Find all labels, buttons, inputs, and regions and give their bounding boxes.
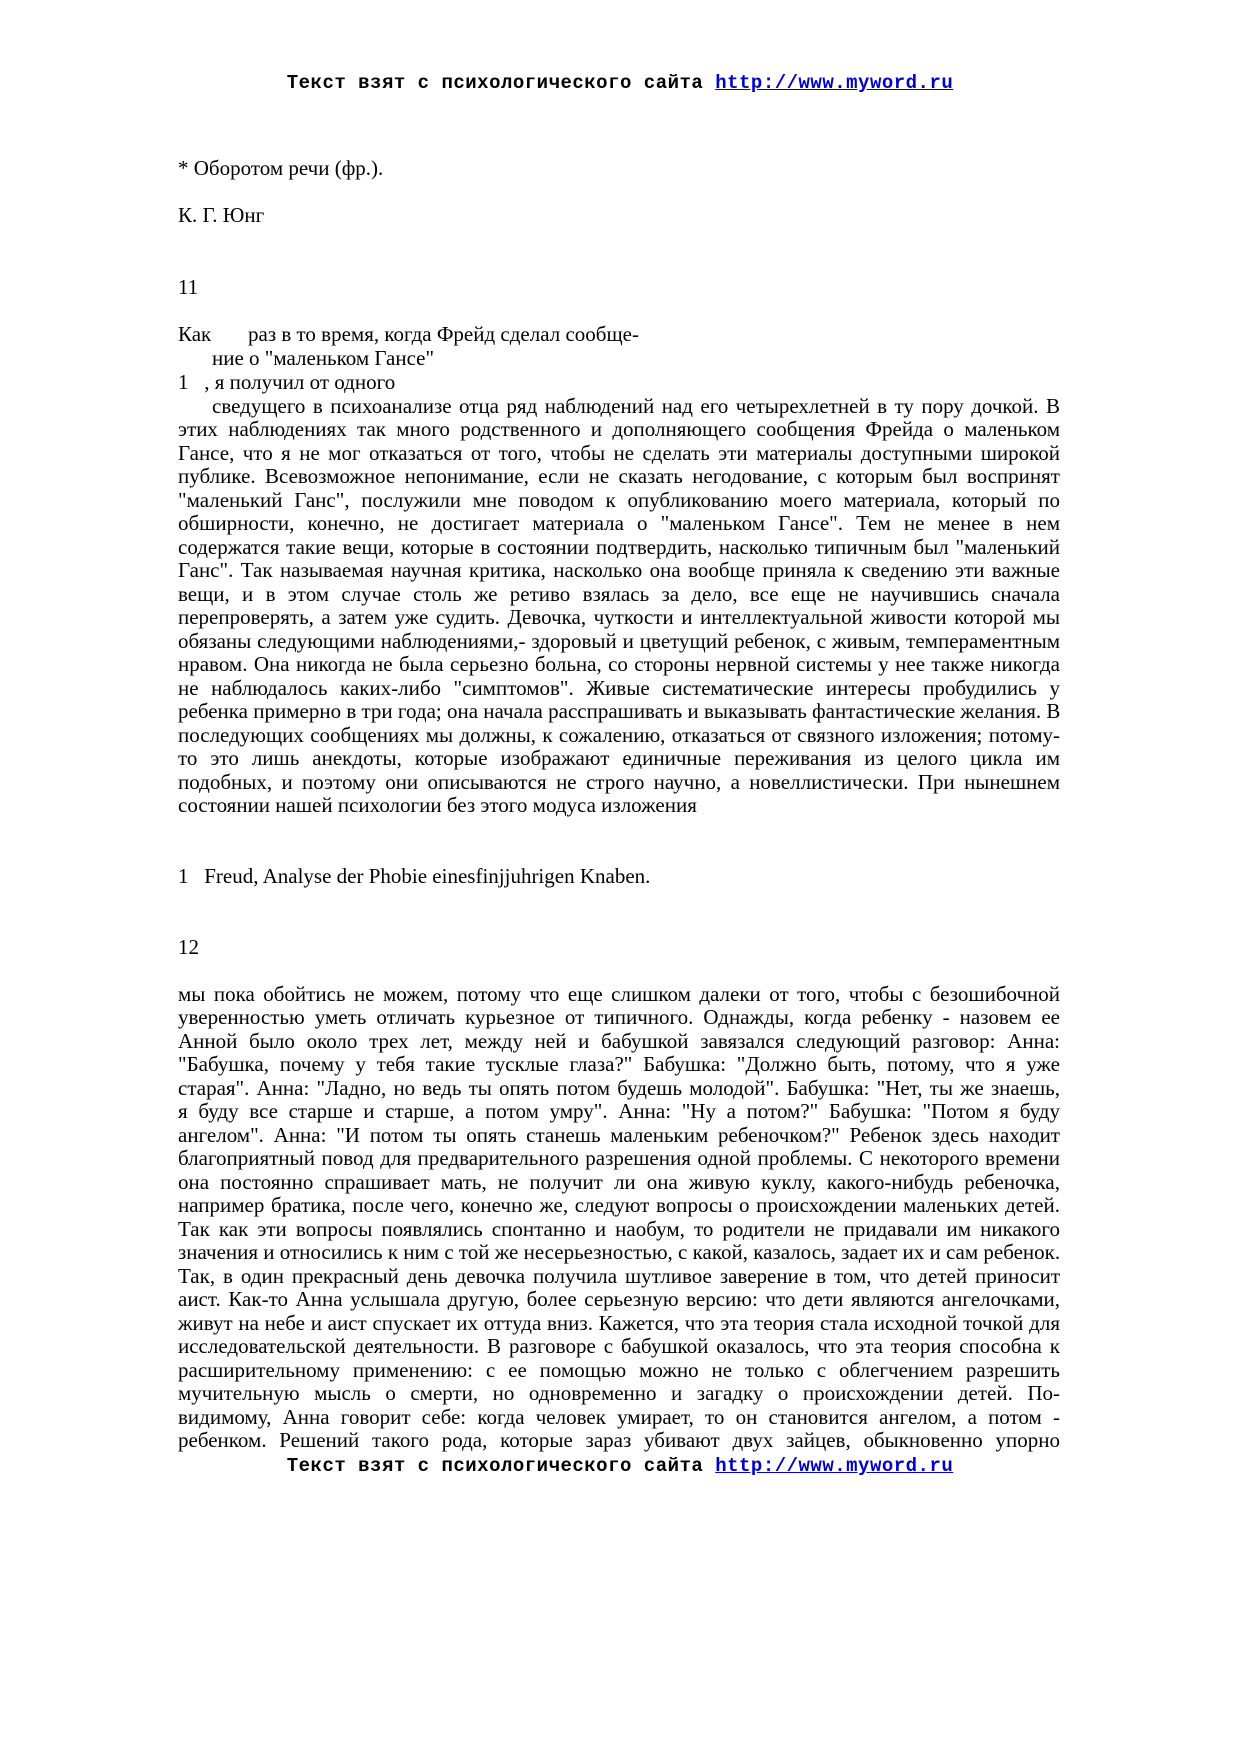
header-link[interactable]: http://www.myword.ru bbox=[715, 72, 954, 94]
text-line: Гансе, что я не мог отказаться от того, чтобы не сделать эти материалы доступными широкой bbox=[178, 441, 1060, 465]
page-number: 12 bbox=[178, 935, 199, 959]
text-line: ребенка примерно в три года; она начала расспрашивать и выказывать фантастические желания. В bbox=[178, 699, 1061, 723]
text-line: вещи, и в этом случае столь же ретиво взялась за дело, все еще не научившись сначала bbox=[178, 582, 1060, 606]
text-line: она постоянно спрашивает мать, не получит ли она живую куклу, какого-нибудь ребеночка, bbox=[178, 1170, 1060, 1194]
text-line: живут на небе и аист спускает их оттуда вниз. Кажется, что эта теория стала исходной точкой для bbox=[178, 1311, 1060, 1335]
page-footer bbox=[0, 1455, 1240, 1477]
text-line: "Бабушка, почему у тебя такие тусклые глаза?" Бабушка: "Должно быть, потому, что я уже bbox=[178, 1052, 1060, 1076]
text-line: мучительную мысль о смерти, но одновременно и загадку о происхождении детей. По- bbox=[178, 1381, 1060, 1405]
text-line: ангелом". Анна: "И потом ты опять станешь маленьким ребеночком?" Ребенок здесь находит bbox=[178, 1123, 1060, 1147]
text-line: уверенностью уметь отличать курьезное от типичного. Однажды, когда ребенку - назовем ее bbox=[178, 1005, 1060, 1029]
text-line: я буду все старше и старше, а потом умру". Анна: "Ну а потом?" Бабушка: "Потом я буду bbox=[178, 1099, 1060, 1123]
header-text: Текст взят с психологического сайта bbox=[286, 72, 704, 94]
author-signature: К. Г. Юнг bbox=[178, 203, 265, 227]
text-line: Анной было около трех лет, между ней и бабушкой завязался следующий разговор: Анна: bbox=[178, 1029, 1060, 1053]
text-line: обязаны следующими наблюдениями,- здоровый и цветущий ребенок, с живым, темпераментным bbox=[178, 629, 1060, 653]
text-line: Так, в один прекрасный день девочка получила шутливое заверение в том, что детей приносит bbox=[178, 1264, 1060, 1288]
footnote-star: * Оборотом речи (фр.). bbox=[178, 156, 384, 180]
intro-line: 1 , я получил от одного bbox=[178, 370, 396, 394]
intro-line: Как раз в то время, когда Фрейд сделал сообще- bbox=[178, 322, 639, 346]
text-line: аист. Как-то Анна услышала другую, более серьезную версию: что дети являются ангелочками, bbox=[178, 1287, 1060, 1311]
text-line: последующих сообщениях мы должны, к сожалению, отказаться от связного изложения; потому- bbox=[178, 723, 1060, 747]
page-number: 11 bbox=[178, 275, 199, 299]
text-line: мы пока обойтись не можем, потому что еще слишком далеки от того, чтобы с безошибочной bbox=[178, 982, 1060, 1006]
text-line: исследовательской деятельности. В разговоре с бабушкой оказалось, что эта теория способна к bbox=[178, 1334, 1060, 1358]
text-line: ребенком. Решений такого рода, которые зараз убивают двух зайцев, обыкновенно упорно bbox=[178, 1428, 1060, 1452]
text-line: содержатся такие вещи, которые в состоянии подтвердить, насколько типичным был "маленький bbox=[178, 535, 1060, 559]
text-line: подобных, и поэтому они описываются не строго научно, а новеллистически. При нынешнем bbox=[178, 770, 1060, 794]
text-line: видимому, Анна говорит себе: когда человек умирает, то он становится ангелом, а потом - bbox=[178, 1405, 1060, 1429]
text-line: перепроверять, а затем уже судить. Девочка, чуткости и интеллектуальной живости которой мы bbox=[178, 605, 1060, 629]
text-line: нравом. Она никогда не была серьезно больна, со стороны нервной системы у нее также никогда bbox=[178, 652, 1060, 676]
text-line: значения и относились к ним с той же несерьезностью, с какой, казалось, задает их и сам ребенок. bbox=[178, 1240, 1061, 1264]
footer-link[interactable]: http://www.myword.ru bbox=[715, 1455, 954, 1477]
text-line: Так как эти вопросы появлялись спонтанно и наобум, то родители не придавали им никакого bbox=[178, 1217, 1060, 1241]
intro-line: ние о "маленьком Гансе" bbox=[212, 346, 435, 370]
text-line: сведущего в психоанализе отца ряд наблюдений над его четырехлетней в ту пору дочкой. В bbox=[212, 394, 1060, 418]
page-header bbox=[0, 72, 1240, 94]
text-line: состоянии нашей психологии без этого модуса изложения bbox=[178, 793, 697, 817]
text-line: например братика, после чего, конечно же, следуют вопросы о происхождении маленьких детей. bbox=[178, 1193, 1060, 1217]
text-line: благоприятный повод для предварительного разрешения одной проблемы. С некоторого времени bbox=[178, 1146, 1060, 1170]
footer-text: Текст взят с психологического сайта bbox=[286, 1455, 704, 1477]
text-line: расширительному применению: с ее помощью можно не только с облегчением разрешить bbox=[178, 1358, 1060, 1382]
text-line: этих наблюдениях так много родственного и дополняющего сообщения Фрейда о маленьком bbox=[178, 417, 1060, 441]
text-line: старая". Анна: "Ладно, но ведь ты опять потом будешь молодой". Бабушка: "Нет, ты же знаешь, bbox=[178, 1076, 1060, 1100]
text-line: то это лишь анекдоты, которые изображают единичные переживания из целого цикла им bbox=[178, 746, 1060, 770]
text-line: "маленький Ганс", послужили мне поводом к опубликованию моего материала, который по bbox=[178, 488, 1060, 512]
footnote-1: 1 Freud, Analyse der Phobie einesfinjjuhrigen Knaben. bbox=[178, 864, 651, 888]
text-line: не наблюдалось каких-либо "симптомов". Живые систематические интересы пробудились у bbox=[178, 676, 1060, 700]
text-line: обширности, конечно, не достигает материала о "маленьком Гансе". Тем не менее в нем bbox=[178, 511, 1060, 535]
text-line: Ганс". Так называемая научная критика, насколько она вообще приняла к сведению эти важные bbox=[178, 558, 1060, 582]
text-line: публике. Всевозможное непонимание, если не сказать негодование, с которым был воспринят bbox=[178, 464, 1060, 488]
